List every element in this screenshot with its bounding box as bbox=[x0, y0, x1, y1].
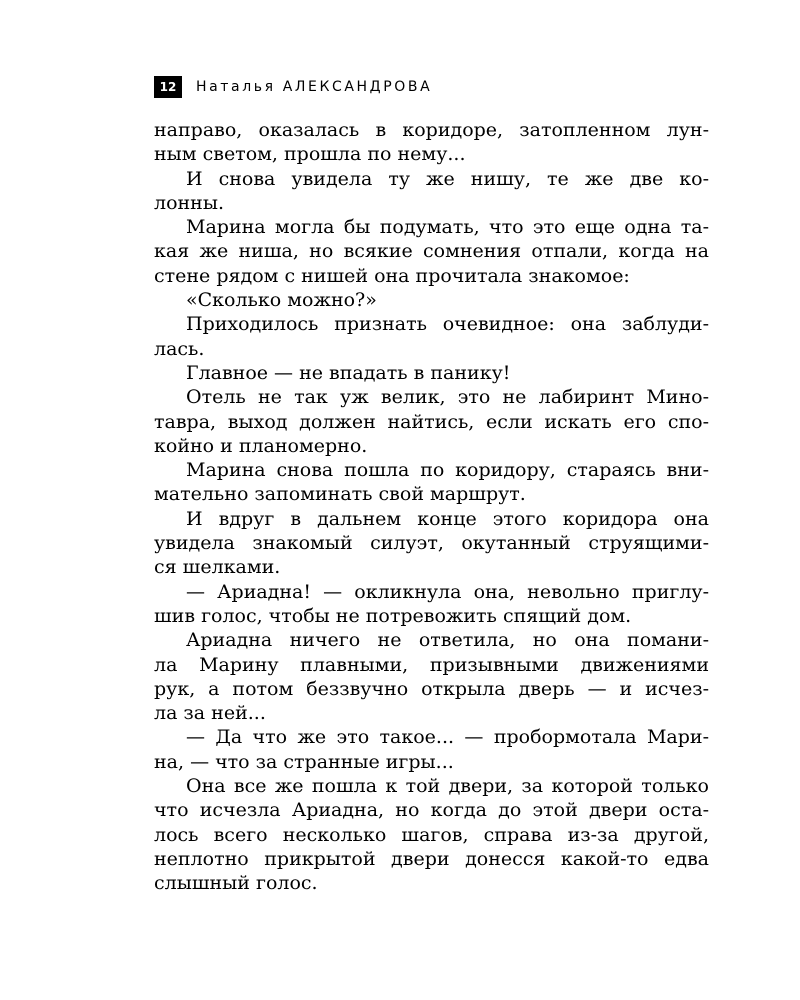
text-line: Главное — не впадать в панику! bbox=[186, 361, 511, 384]
text-line: неплотно прикрытой двери донесся какой-то едва bbox=[154, 847, 709, 870]
text-line: рук, а потом беззвучно открыла дверь — и исчез- bbox=[154, 677, 709, 700]
text-line: на, — что за странные игры... bbox=[154, 750, 454, 773]
text-line: «Сколько можно?» bbox=[186, 289, 377, 312]
text-line: Марина могла бы подумать, что это еще одна та- bbox=[186, 216, 709, 239]
text-line: Ариадна ничего не ответила, но она помани- bbox=[186, 629, 709, 652]
text-line: — Ариадна! — окликнула она, невольно приглу- bbox=[186, 580, 709, 603]
text-line: лась. bbox=[154, 337, 205, 360]
text-line: ла Марину плавными, призывными движениями bbox=[154, 653, 709, 676]
text-line: Отель не так уж велик, это не лабиринт Мино- bbox=[186, 386, 709, 409]
page-header bbox=[154, 76, 432, 98]
text-line: Она все же пошла к той двери, за которой только bbox=[186, 775, 709, 798]
text-line: шив голос, чтобы не потревожить спящий дом. bbox=[154, 604, 632, 627]
text-line: ся шелками. bbox=[154, 556, 281, 579]
text-line: лонны. bbox=[154, 191, 224, 214]
text-line: ла за ней... bbox=[154, 702, 266, 725]
text-line: Марина снова пошла по коридору, стараясь вни- bbox=[186, 459, 709, 482]
text-line: стене рядом с нишей она прочитала знакомое: bbox=[154, 264, 630, 287]
text-line: тавра, выход должен найтись, если искать его спо- bbox=[154, 410, 709, 433]
text-line: лось всего несколько шагов, справа из-за другой, bbox=[154, 823, 709, 846]
text-line: койно и планомерно. bbox=[154, 434, 368, 457]
page-number: 12 bbox=[154, 76, 182, 98]
text-line: И вдруг в дальнем конце этого коридора она bbox=[186, 507, 709, 530]
text-line: слышный голос. bbox=[154, 872, 318, 895]
text-line: Приходилось признать очевидное: она заблуди- bbox=[186, 313, 709, 336]
text-line: направо, оказалась в коридоре, затопленном лун- bbox=[154, 119, 709, 141]
text-line: ным светом, прошла по нему... bbox=[154, 143, 466, 166]
text-line: увидела знакомый силуэт, окутанный струящими- bbox=[154, 532, 709, 555]
text-line: — Да что же это такое... — пробормотала Мари- bbox=[186, 726, 709, 749]
text-line: кая же ниша, но всякие сомнения отпали, когда на bbox=[154, 240, 709, 263]
running-head: Наталья АЛЕКСАНДРОВА bbox=[196, 79, 433, 95]
text-line: что исчезла Ариадна, но когда до этой двери оста- bbox=[154, 799, 709, 822]
text-line: И снова увидела ту же нишу, те же две ко- bbox=[186, 167, 709, 190]
text-line: мательно запоминать свой маршрут. bbox=[154, 483, 526, 506]
body-text bbox=[154, 118, 709, 896]
